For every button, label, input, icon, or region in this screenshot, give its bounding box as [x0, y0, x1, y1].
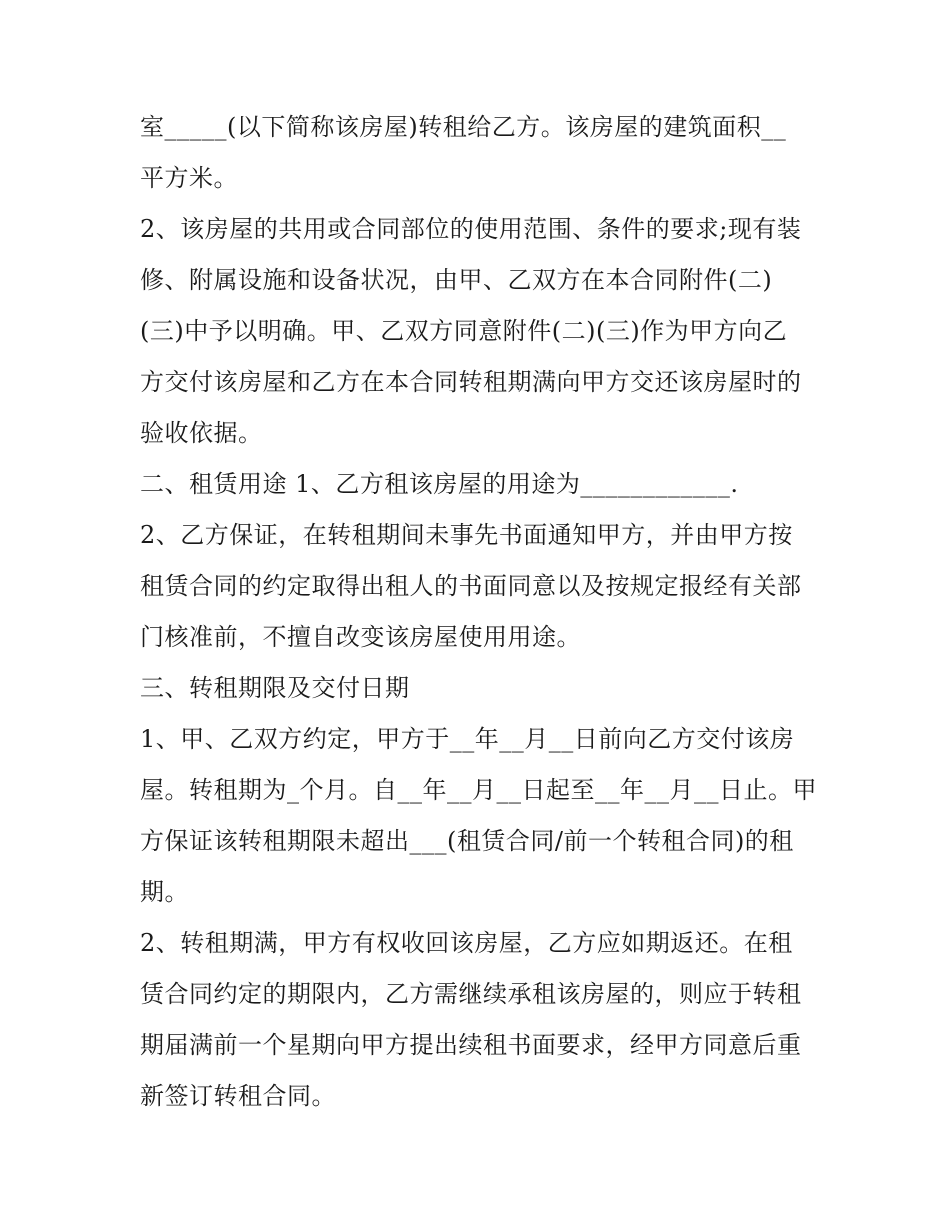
text-line: 室_____(以下简称该房屋)转租给乙方。该房屋的建筑面积__ [140, 113, 787, 141]
text-line: 赁合同约定的期限内，乙方需继续承租该房屋的，则应于转租 [140, 980, 802, 1008]
text-line: 屋。转租期为_个月。自__年__月__日起至__年__月__日止。甲 [140, 776, 817, 804]
text-line: 门核准前，不擅自改变该房屋使用用途。 [140, 623, 581, 651]
text-line: 租赁合同的约定取得出租人的书面同意以及按规定报经有关部 [140, 572, 802, 600]
section-heading: 三、转租期限及交付日期 [140, 674, 410, 702]
text-line: 期。 [140, 878, 189, 906]
text-line: (三)中予以明确。甲、乙双方同意附件(二)(三)作为甲方向乙 [140, 317, 788, 345]
text-line: 1、甲、乙双方约定，甲方于__年__月__日前向乙方交付该房 [140, 725, 795, 753]
text-line: 方保证该转租期限未超出___(租赁合同/前一个转租合同)的租 [140, 827, 794, 855]
text-line: 新签订转租合同。 [140, 1082, 336, 1110]
text-line: 2、转租期满，甲方有权收回该房屋，乙方应如期返还。在租 [140, 929, 793, 957]
text-line: 期届满前一个星期向甲方提出续租书面要求，经甲方同意后重 [140, 1031, 802, 1059]
text-line: 2、乙方保证，在转租期间未事先书面通知甲方，并由甲方按 [140, 521, 793, 549]
text-line: 平方米。 [140, 164, 238, 192]
text-line: 方交付该房屋和乙方在本合同转租期满向甲方交还该房屋时的 [140, 368, 802, 396]
text-line: 验收依据。 [140, 419, 263, 447]
section-heading-line: 二、租赁用途 1、乙方租该房屋的用途为____________. [140, 470, 739, 498]
document-body [140, 102, 820, 1122]
text-line: 修、附属设施和设备状况，由甲、乙双方在本合同附件(二) [140, 266, 773, 294]
text-line: 2、该房屋的共用或合同部位的使用范围、条件的要求;现有装 [140, 215, 802, 243]
